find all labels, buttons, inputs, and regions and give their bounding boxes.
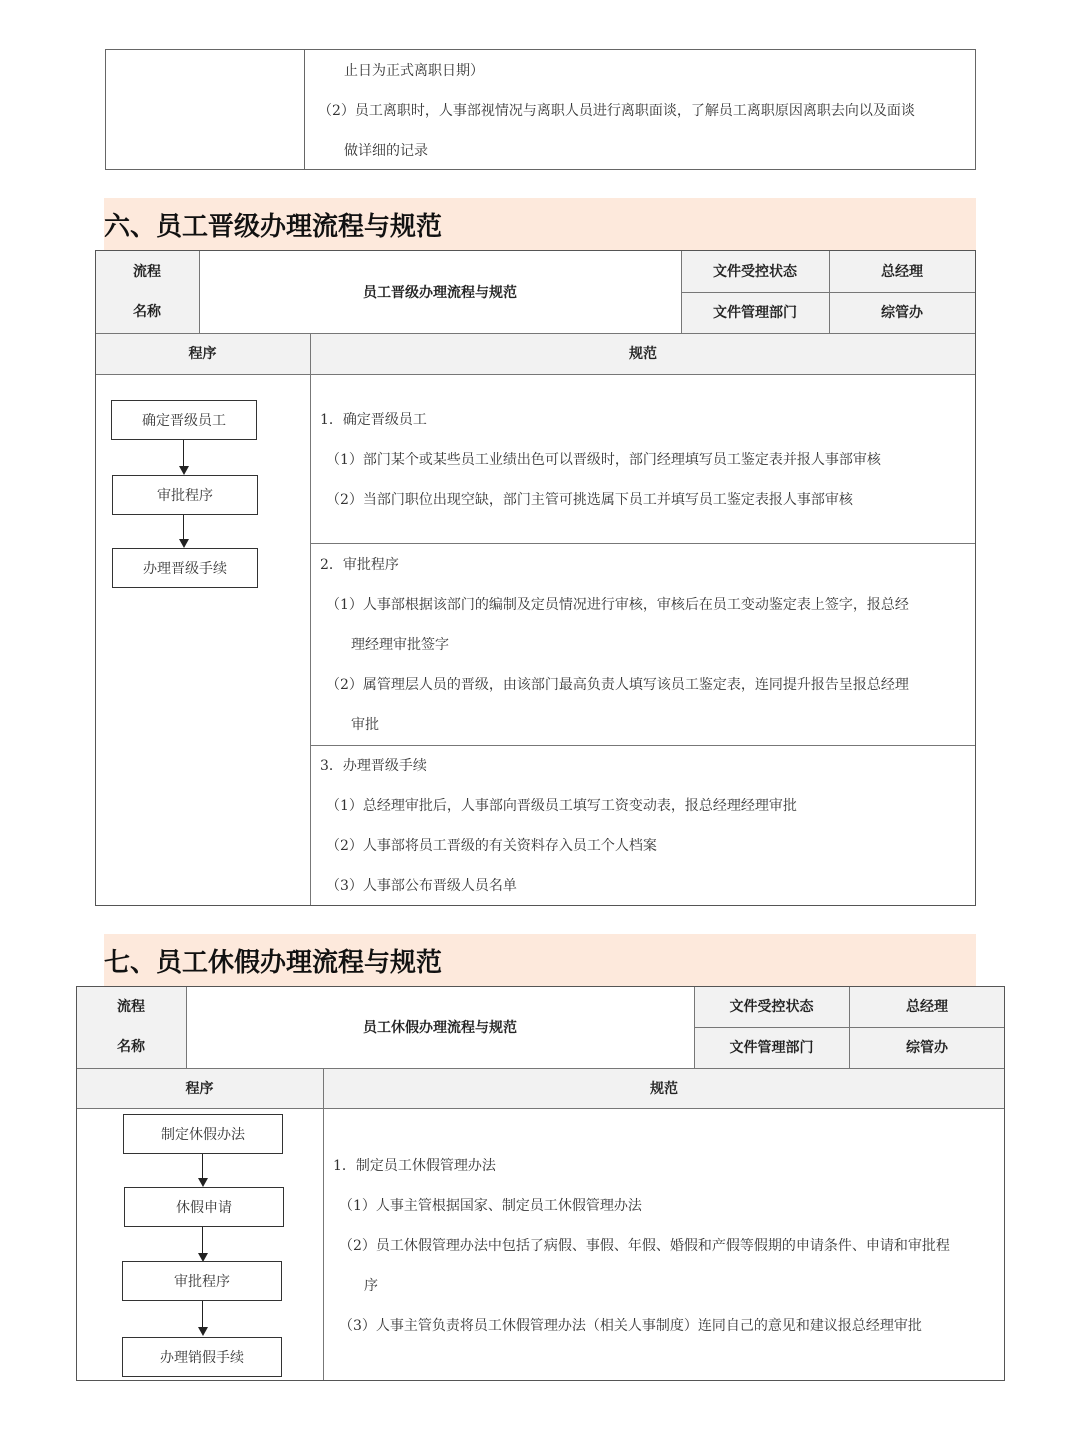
s6-process-name: 员工晋级办理流程与规范 bbox=[363, 285, 517, 301]
s6-block2-line1: （1）人事部根据该部门的编制及定员情况进行审核，审核后在员工变动鉴定表上签字，报总经 bbox=[326, 597, 909, 613]
s6-block2-line2: 理经理审批签字 bbox=[351, 637, 449, 653]
s7-flow-step-4: 办理销假手续 bbox=[122, 1337, 282, 1377]
top-line-2: （2）员工离职时，人事部视情况与离职人员进行离职面谈，了解员工离职原因离职去向以及面谈 bbox=[318, 103, 915, 119]
s6-block2-line4: 审批 bbox=[351, 717, 379, 733]
s7-block1-line2: （2）员工休假管理办法中包括了病假、事假、年假、婚假和产假等假期的申请条件、申请和审批程 bbox=[339, 1238, 950, 1254]
s7-col-procedure: 程序 bbox=[185, 1081, 214, 1097]
s6-col-spec: 规范 bbox=[629, 346, 657, 362]
s6-block3-line2: （2）人事部将员工晋级的有关资料存入员工个人档案 bbox=[326, 838, 657, 854]
s6-block1-line1: （1）部门某个或某些员工业绩出色可以晋级时，部门经理填写员工鉴定表并报人事部审核 bbox=[326, 452, 881, 468]
s6-flow-step-2: 审批程序 bbox=[112, 475, 258, 515]
s6-flow-step-1: 确定晋级员工 bbox=[111, 400, 257, 440]
s7-block1-line3: 序 bbox=[364, 1278, 378, 1294]
s6-flow-step-3: 办理晋级手续 bbox=[112, 548, 258, 588]
section6-heading: 六、员工晋级办理流程与规范 bbox=[104, 198, 976, 250]
s7-process-name: 员工休假办理流程与规范 bbox=[363, 1020, 517, 1036]
s7-flow-arrow-1 bbox=[198, 1178, 208, 1187]
s7-flow-connector-2 bbox=[202, 1227, 203, 1254]
s6-process-label-2: 名称 bbox=[133, 304, 161, 320]
s7-status-value: 总经理 bbox=[906, 999, 948, 1015]
s7-flow-connector-3 bbox=[202, 1301, 203, 1328]
s6-block1-line2: （2）当部门职位出现空缺，部门主管可挑选属下员工并填写员工鉴定表报人事部审核 bbox=[326, 492, 853, 508]
s6-block2-title: 2．审批程序 bbox=[320, 557, 399, 573]
s7-block1-line4: （3）人事主管负责将员工休假管理办法（相关人事制度）连同自己的意见和建议报总经理审批 bbox=[339, 1318, 922, 1334]
s7-flow-connector-1 bbox=[202, 1154, 203, 1179]
s6-block1-title: 1．确定晋级员工 bbox=[320, 412, 427, 428]
section7-heading: 七、员工休假办理流程与规范 bbox=[104, 934, 976, 986]
s6-flow-arrow-1 bbox=[179, 466, 189, 475]
s6-status-value: 总经理 bbox=[881, 264, 923, 280]
s7-flow-step-2: 休假申请 bbox=[124, 1187, 284, 1227]
s6-block3-title: 3．办理晋级手续 bbox=[320, 758, 427, 774]
s6-status-label: 文件受控状态 bbox=[713, 264, 797, 280]
s6-block3-line1: （1）总经理审批后，人事部向晋级员工填写工资变动表，报总经理经理审批 bbox=[326, 798, 797, 814]
s7-flow-arrow-3 bbox=[198, 1327, 208, 1336]
s7-flow-step-3: 审批程序 bbox=[122, 1261, 282, 1301]
s6-dept-value: 综管办 bbox=[881, 305, 923, 321]
s6-flow-connector-2 bbox=[183, 515, 184, 540]
s7-dept-label: 文件管理部门 bbox=[729, 1040, 814, 1056]
s6-process-label-1: 流程 bbox=[133, 264, 161, 280]
s7-block1-title: 1．制定员工休假管理办法 bbox=[333, 1158, 496, 1174]
top-line-3: 做详细的记录 bbox=[344, 143, 428, 159]
s6-dept-label: 文件管理部门 bbox=[713, 305, 797, 321]
s7-process-label-2: 名称 bbox=[117, 1039, 145, 1055]
s6-col-procedure: 程序 bbox=[188, 346, 217, 362]
s7-col-spec: 规范 bbox=[650, 1081, 678, 1097]
top-line-1: 止日为正式离职日期） bbox=[344, 63, 484, 79]
s7-block1-line1: （1）人事主管根据国家、制定员工休假管理办法 bbox=[339, 1198, 642, 1214]
s7-dept-value: 综管办 bbox=[906, 1040, 948, 1056]
s6-block3-line3: （3）人事部公布晋级人员名单 bbox=[326, 878, 517, 894]
s7-process-label-1: 流程 bbox=[117, 999, 145, 1015]
s6-flow-arrow-2 bbox=[179, 539, 189, 548]
s7-status-label: 文件受控状态 bbox=[729, 999, 814, 1015]
top-table-divider bbox=[304, 50, 305, 169]
s6-flow-connector-1 bbox=[183, 440, 184, 467]
s7-flow-step-1: 制定休假办法 bbox=[123, 1114, 283, 1154]
s6-block2-line3: （2）属管理层人员的晋级，由该部门最高负责人填写该员工鉴定表，连同提升报告呈报总经理 bbox=[326, 677, 909, 693]
